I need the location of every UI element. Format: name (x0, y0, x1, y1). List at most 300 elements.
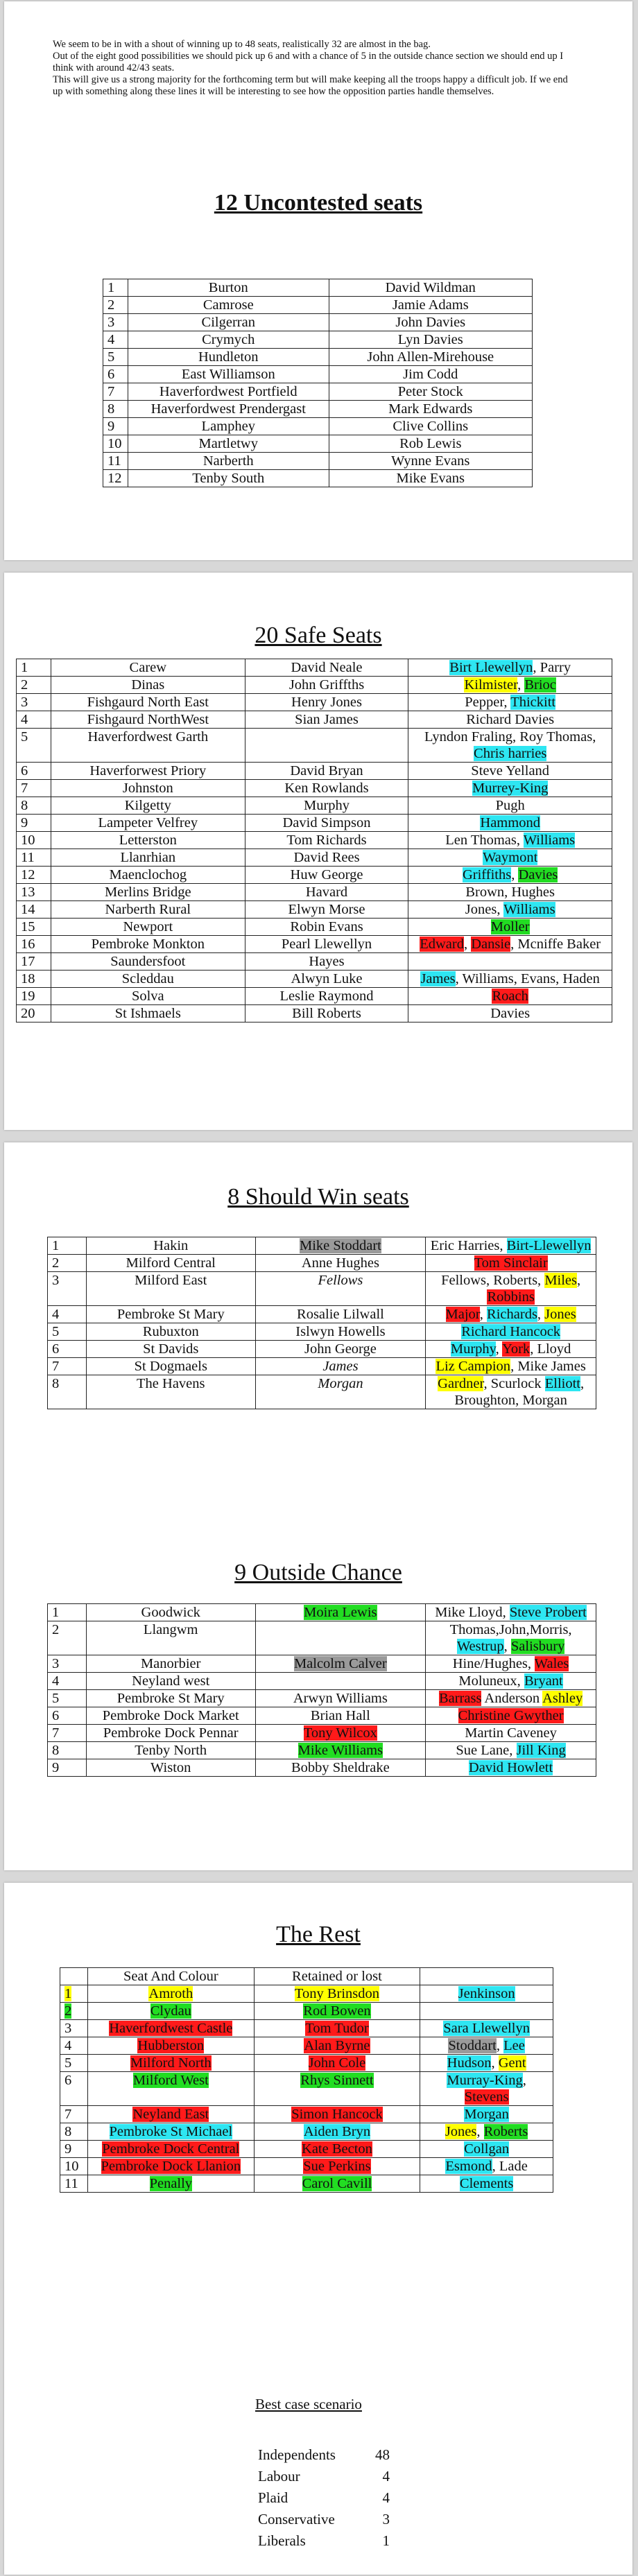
seat-cell: Saundersfoot (51, 953, 245, 971)
safe-row (17, 919, 612, 936)
outside-table (47, 1603, 596, 1777)
candidate-name: Steve Probert (509, 1605, 587, 1620)
row-number: 6 (103, 366, 128, 383)
candidate-name: Williams (503, 902, 555, 917)
opposition-cell (408, 832, 612, 849)
candidate-name: Waymont (483, 850, 538, 865)
opposition-cell (408, 711, 612, 729)
row-number: 8 (48, 1742, 87, 1759)
candidate-cell: Peter Stock (329, 383, 532, 401)
candidate-name: Hine/Hughes, (452, 1656, 535, 1671)
opposition-cell (420, 2106, 553, 2123)
candidate-name: Davies (518, 867, 558, 882)
seat-cell: Letterston (51, 832, 245, 849)
rest-title: The Rest (276, 1922, 361, 1947)
candidate-name: Barrass (438, 1691, 482, 1706)
opposition-cell (426, 1742, 596, 1759)
header-seat: Seat And Colour (87, 1968, 254, 1985)
seat-cell: Haverfordwest Portfield (128, 383, 329, 401)
opposition-cell (408, 763, 612, 780)
candidate-cell: Lyn Davies (329, 331, 532, 349)
candidate-name: Salisbury (510, 1639, 565, 1654)
candidate-name: Miles (544, 1273, 578, 1288)
row-number: 19 (17, 988, 51, 1005)
candidate-name: Moluneux, (458, 1673, 524, 1689)
retained-cell (254, 2175, 420, 2193)
candidate-name: , (522, 2073, 526, 2088)
best-case-row (258, 2530, 411, 2552)
seat-cell: Burton (128, 279, 329, 297)
candidate-cell (255, 1604, 426, 1621)
candidate-cell (255, 1673, 426, 1690)
row-number: 6 (17, 763, 51, 780)
seat-cell: Lamphey (128, 418, 329, 435)
candidate-name: , (463, 937, 472, 952)
candidate-name: Islwyn Howells (295, 1324, 386, 1339)
outside-row (48, 1707, 596, 1725)
row-number-label: 4 (64, 2038, 72, 2053)
row-number: 5 (17, 729, 51, 763)
row-number (60, 2072, 88, 2106)
seat-cell: Newport (51, 919, 245, 936)
candidate-name: Clements (459, 2176, 514, 2191)
candidate-name: Thickitt (510, 695, 556, 710)
candidate-name: Mike Lloyd, (435, 1605, 510, 1620)
opposition-cell (408, 797, 612, 815)
seat-cell (87, 2072, 254, 2106)
candidate-name: , (517, 677, 525, 693)
opposition-cell (426, 1655, 596, 1673)
candidate-cell (255, 1341, 426, 1358)
row-number: 4 (48, 1306, 87, 1323)
candidate-name: Rosalie Lilwall (297, 1307, 384, 1322)
seat-cell: Pembroke Dock Pennar (86, 1725, 255, 1742)
seat-name: Clydau (150, 2003, 191, 2019)
candidate-name: Ashley (542, 1691, 583, 1706)
candidate-name: Mike Williams (298, 1743, 383, 1758)
candidate-name: Steve Yelland (471, 763, 550, 778)
candidate-name: James (420, 971, 456, 986)
rest-row (60, 2123, 553, 2141)
safe-row (17, 763, 612, 780)
candidate-name: York (502, 1341, 531, 1357)
seat-name: Pembroke Dock Llanion (101, 2159, 241, 2174)
seat-cell: Tenby North (86, 1742, 255, 1759)
opposition-cell (426, 1237, 596, 1255)
opposition-cell (420, 2141, 553, 2158)
candidate-name: Robbins (487, 1289, 535, 1305)
opposition-cell (408, 936, 612, 953)
candidate-cell: John Allen-Mirehouse (329, 349, 532, 366)
seat-cell: Llangwm (86, 1621, 255, 1655)
seat-cell: Carew (51, 659, 245, 677)
row-number: 12 (17, 867, 51, 884)
opposition-cell (408, 729, 612, 763)
candidate-name: Fellows, Roberts, (441, 1273, 545, 1288)
safe-row (17, 729, 612, 763)
seat-cell: Neyland west (86, 1673, 255, 1690)
safe-row (17, 815, 612, 832)
candidate-name: , Williams, Evans, Haden (455, 971, 600, 986)
candidate-name: Stoddart (448, 2038, 497, 2053)
seat-name: Milford West (132, 2073, 209, 2088)
candidate-name: Rod Bowen (303, 2003, 371, 2019)
uncontested-row (103, 418, 533, 435)
page-2 (4, 573, 632, 1130)
candidate-name: Pugh (495, 798, 525, 813)
candidate-name: Liz Campion (436, 1359, 511, 1374)
party-seats: 48 (375, 2446, 390, 2463)
seat-name: Amroth (148, 1986, 193, 2001)
row-number: 8 (48, 1375, 87, 1409)
seat-cell (87, 2037, 254, 2055)
party-name: Independents (258, 2446, 336, 2463)
opposition-cell (408, 659, 612, 677)
candidate-name: Brian Hall (310, 1708, 370, 1723)
uncontested-row (103, 279, 533, 297)
party-name: Labour (258, 2468, 300, 2484)
seat-cell (87, 2055, 254, 2072)
candidate-cell: Havard (245, 884, 408, 901)
uncontested-row (103, 297, 533, 314)
uncontested-row (103, 366, 533, 383)
candidate-name: Hudson (447, 2055, 492, 2071)
seat-cell: The Havens (86, 1375, 255, 1409)
rest-row (60, 2072, 553, 2106)
candidate-name: , (537, 1307, 545, 1322)
candidate-name: Birt Llewellyn (449, 660, 533, 675)
should-win-title: 8 Should Win seats (227, 1184, 409, 1210)
candidate-name: Roach (492, 989, 528, 1004)
candidate-cell: Henry Jones (245, 694, 408, 711)
row-number: 6 (48, 1341, 87, 1358)
candidate-name: Tom Tudor (305, 2021, 369, 2036)
rest-row (60, 2037, 553, 2055)
candidate-cell: Murphy (245, 797, 408, 815)
seat-cell: Lampeter Velfrey (51, 815, 245, 832)
seat-cell: Scleddau (51, 971, 245, 988)
safe-row (17, 1005, 612, 1022)
seat-cell: St Dogmaels (86, 1358, 255, 1375)
candidate-name: David Howlett (468, 1760, 553, 1775)
seat-cell: Pembroke Dock Market (86, 1707, 255, 1725)
rest-row (60, 2175, 553, 2193)
candidate-name: John Cole (308, 2055, 366, 2071)
row-number-label: 2 (64, 2003, 72, 2019)
retained-cell (254, 2141, 420, 2158)
seat-name: Pembroke St Michael (109, 2124, 233, 2139)
seat-cell: Haverforwest Priory (51, 763, 245, 780)
uncontested-row (103, 470, 533, 487)
candidate-cell (255, 1655, 426, 1673)
intro-paragraph: Out of the eight good possibilities we should pick up 6 and with a chance of 5 in the outside chance section we should end up I think with around 42/43 seats. (53, 51, 564, 73)
candidate-name: Fellows (318, 1273, 363, 1288)
row-number (60, 2158, 88, 2175)
candidate-cell (255, 1306, 426, 1323)
candidate-cell (255, 1375, 426, 1409)
candidate-cell: David Rees (245, 849, 408, 867)
row-number: 13 (17, 884, 51, 901)
candidate-cell (255, 1690, 426, 1707)
seat-cell: Tenby South (128, 470, 329, 487)
candidate-cell (245, 729, 408, 763)
row-number: 11 (103, 453, 128, 470)
opposition-cell (408, 953, 612, 971)
candidate-cell: David Wildman (329, 279, 532, 297)
candidate-name: Davies (490, 1006, 531, 1021)
row-number-label: 5 (64, 2055, 72, 2071)
candidate-name: Anne Hughes (301, 1255, 380, 1271)
candidate-cell (255, 1759, 426, 1777)
uncontested-row (103, 349, 533, 366)
seat-cell (87, 2020, 254, 2037)
should-win-row (48, 1306, 596, 1323)
opposition-cell (408, 884, 612, 901)
seat-cell (87, 2123, 254, 2141)
candidate-name: Griffiths (462, 867, 512, 882)
safe-row (17, 711, 612, 729)
row-number: 3 (48, 1272, 87, 1306)
candidate-name: , (503, 1639, 511, 1654)
candidate-name: Hammond (480, 815, 540, 830)
outside-row (48, 1725, 596, 1742)
row-number: 2 (48, 1621, 87, 1655)
candidate-name: Richard Davies (466, 712, 555, 727)
row-number: 1 (17, 659, 51, 677)
opposition-cell (426, 1707, 596, 1725)
page-1 (4, 1, 632, 560)
opposition-cell (420, 2055, 553, 2072)
candidate-name: , Lade (492, 2159, 528, 2174)
candidate-name: Bryant (524, 1673, 563, 1689)
safe-row (17, 797, 612, 815)
candidate-name: Wales (534, 1656, 569, 1671)
safe-row (17, 677, 612, 694)
candidate-name: Anderson (481, 1691, 543, 1706)
opposition-cell (426, 1306, 596, 1323)
candidate-cell: Sian James (245, 711, 408, 729)
opposition-cell (426, 1690, 596, 1707)
candidate-cell: Elwyn Morse (245, 901, 408, 919)
candidate-name: Esmond (445, 2159, 492, 2174)
row-number: 7 (48, 1725, 87, 1742)
opposition-cell (426, 1673, 596, 1690)
candidate-cell: Rob Lewis (329, 435, 532, 453)
seat-cell: Manorbier (86, 1655, 255, 1673)
candidate-name: Jenkinson (458, 1986, 515, 2001)
candidate-name: , (491, 2055, 499, 2071)
candidate-name: Kilmister (464, 677, 518, 693)
opposition-cell (408, 780, 612, 797)
opposition-cell (408, 867, 612, 884)
seat-cell: Narberth (128, 453, 329, 470)
uncontested-row (103, 435, 533, 453)
seat-name: Neyland East (132, 2107, 209, 2122)
rest-row (60, 2003, 553, 2020)
row-number (60, 2141, 88, 2158)
candidate-cell: Huw George (245, 867, 408, 884)
candidate-name: , (479, 1307, 488, 1322)
candidate-name: Dansie (471, 937, 511, 952)
row-number (60, 2037, 88, 2055)
candidate-name: Lee (503, 2038, 525, 2053)
outside-row (48, 1759, 596, 1777)
candidate-name: Gent (498, 2055, 526, 2071)
candidate-name: Kate Becton (302, 2141, 372, 2157)
row-number: 10 (103, 435, 128, 453)
candidate-name: Birt-Llewellyn (506, 1238, 592, 1253)
candidate-cell (255, 1237, 426, 1255)
opposition-cell (426, 1255, 596, 1272)
seat-cell: Maenclochog (51, 867, 245, 884)
seat-cell: Dinas (51, 677, 245, 694)
candidate-cell (255, 1272, 426, 1306)
party-name: Conservative (258, 2511, 335, 2527)
rest-row (60, 2055, 553, 2072)
row-number: 6 (48, 1707, 87, 1725)
opposition-cell (408, 988, 612, 1005)
safe-row (17, 971, 612, 988)
row-number: 8 (17, 797, 51, 815)
opposition-cell (408, 1005, 612, 1022)
candidate-name: Sara Llewellyn (443, 2021, 530, 2036)
intro-paragraph: This will give us a strong majority for the forthcoming term but will make keeping all the troops happy a difficult job. If we end up with something along these lines it will be interesting to see how the opposition parties handle themselves. (53, 74, 568, 97)
candidate-name: Brioc (524, 677, 556, 693)
page-4 (4, 1883, 632, 2575)
candidate-name: Roberts (483, 2124, 528, 2139)
row-number: 1 (103, 279, 128, 297)
party-seats: 4 (382, 2468, 390, 2484)
seat-cell (87, 1985, 254, 2003)
uncontested-row (103, 383, 533, 401)
row-number: 9 (17, 815, 51, 832)
seat-name: Pembroke Dock Central (102, 2141, 240, 2157)
seat-name: Milford North (130, 2055, 212, 2071)
seat-cell: Kilgetty (51, 797, 245, 815)
row-number (60, 2003, 88, 2020)
candidate-name: Lyndon Fraling, Roy Thomas, (424, 729, 596, 745)
rest-row (60, 2141, 553, 2158)
row-number (60, 2055, 88, 2072)
best-case-row (258, 2466, 411, 2487)
row-number: 4 (103, 331, 128, 349)
row-number-label: 9 (64, 2141, 72, 2157)
candidate-cell: John Davies (329, 314, 532, 331)
rest-row (60, 2106, 553, 2123)
candidate-name: Simon Hancock (291, 2107, 383, 2122)
seat-cell: Solva (51, 988, 245, 1005)
should-win-row (48, 1341, 596, 1358)
row-number: 5 (48, 1323, 87, 1341)
row-number: 2 (103, 297, 128, 314)
row-number: 5 (48, 1690, 87, 1707)
candidate-name: Jones (445, 2124, 477, 2139)
row-number: 4 (17, 711, 51, 729)
best-case-list (258, 2444, 411, 2552)
candidate-name: Eric Harries, (430, 1238, 507, 1253)
row-number: 12 (103, 470, 128, 487)
candidate-name: Gardner (438, 1376, 484, 1391)
row-number: 10 (17, 832, 51, 849)
retained-cell (254, 2055, 420, 2072)
seat-cell: Haverfordwest Prendergast (128, 401, 329, 418)
should-win-row (48, 1375, 596, 1409)
header-cell (420, 1968, 553, 1985)
opposition-cell (408, 971, 612, 988)
candidate-name: Richards (487, 1307, 537, 1322)
opposition-cell (420, 2158, 553, 2175)
opposition-cell (426, 1341, 596, 1358)
candidate-name: , (476, 2124, 484, 2139)
row-number: 18 (17, 971, 51, 988)
row-number: 17 (17, 953, 51, 971)
candidate-cell: Hayes (245, 953, 408, 971)
candidate-cell: David Simpson (245, 815, 408, 832)
candidate-name: Jones (544, 1307, 576, 1322)
opposition-cell (420, 2020, 553, 2037)
row-number (60, 2020, 88, 2037)
candidate-name: Alan Byrne (304, 2038, 370, 2053)
should-win-row (48, 1323, 596, 1341)
candidate-name: , Scurlock (483, 1376, 545, 1391)
opposition-cell (426, 1604, 596, 1621)
candidate-name: Murrey-King (472, 781, 549, 796)
candidate-cell: Alwyn Luke (245, 971, 408, 988)
candidate-name: Pepper, (465, 695, 511, 710)
candidate-cell: Bill Roberts (245, 1005, 408, 1022)
retained-cell (254, 2003, 420, 2020)
candidate-name: Moira Lewis (304, 1605, 377, 1620)
safe-row (17, 832, 612, 849)
rest-row (60, 2158, 553, 2175)
seat-cell: Hundleton (128, 349, 329, 366)
row-number: 4 (48, 1673, 87, 1690)
candidate-name: Bobby Sheldrake (291, 1760, 390, 1775)
candidate-cell (255, 1358, 426, 1375)
candidate-cell: David Neale (245, 659, 408, 677)
candidate-cell (255, 1725, 426, 1742)
candidate-name: Christine Gwyther (458, 1708, 564, 1723)
uncontested-title: 12 Uncontested seats (214, 190, 423, 216)
seat-cell: Wiston (86, 1759, 255, 1777)
row-number-label: 6 (64, 2073, 72, 2088)
should-win-table (47, 1237, 596, 1409)
seat-cell (87, 2158, 254, 2175)
candidate-name: Brown, Hughes (465, 885, 555, 900)
candidate-name: , (577, 1273, 581, 1288)
seat-cell: Pembroke Monkton (51, 936, 245, 953)
row-number: 16 (17, 936, 51, 953)
candidate-cell: Jim Codd (329, 366, 532, 383)
opposition-cell (426, 1358, 596, 1375)
page-3 (4, 1142, 632, 1870)
candidate-name: Major (445, 1307, 480, 1322)
seat-cell: Johnston (51, 780, 245, 797)
party-seats: 1 (382, 2532, 390, 2549)
opposition-cell (408, 677, 612, 694)
retained-cell (254, 2037, 420, 2055)
best-case-row (258, 2444, 411, 2466)
seat-cell: Milford East (86, 1272, 255, 1306)
row-number: 9 (48, 1759, 87, 1777)
uncontested-row (103, 314, 533, 331)
candidate-name: Malcolm Calver (293, 1656, 387, 1671)
party-name: Liberals (258, 2532, 306, 2549)
row-number: 2 (17, 677, 51, 694)
outside-row (48, 1673, 596, 1690)
safe-row (17, 780, 612, 797)
seat-cell: Merlins Bridge (51, 884, 245, 901)
